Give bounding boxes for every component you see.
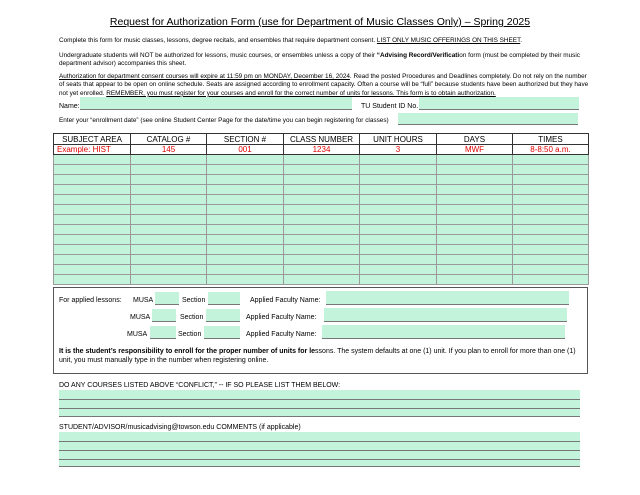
course-entry-cell[interactable] [284,175,360,185]
course-entry-cell[interactable] [54,235,131,245]
course-entry-cell[interactable] [437,235,513,245]
course-entry-cell[interactable] [513,275,589,285]
music-only-note: LIST ONLY MUSIC OFFERINGS ON THIS SHEET [376,37,521,44]
course-entry-cell[interactable] [513,185,589,195]
course-entry-cell[interactable] [54,205,131,215]
course-entry-cell[interactable] [54,245,131,255]
header-catalog: CATALOG # [131,134,207,145]
advising-text-c: on form (must be completed by their music department advisor) accompanies this sheet. [59,52,580,68]
form-title: Request for Authorization Form (use for Department of Music Classes Only) – Spring 2025 [109,16,531,28]
course-entry-row [54,205,589,215]
course-entry-cell[interactable] [360,275,437,285]
course-entry-cell[interactable] [207,215,284,225]
expiry-note: Authorization for department consent courses will expire at 11:59 pm on MONDAY, December 16, 2024 [59,73,350,80]
course-entry-cell[interactable] [54,265,131,275]
course-entry-cell[interactable] [513,235,589,245]
course-entry-cell[interactable] [513,195,589,205]
course-entry-cell[interactable] [360,205,437,215]
course-entry-cell[interactable] [54,255,131,265]
deadline-paragraph [59,73,589,98]
course-entry-cell[interactable] [513,265,589,275]
faculty-input-3[interactable] [322,325,565,339]
course-entry-cell[interactable] [207,185,284,195]
course-entry-cell[interactable] [54,195,131,205]
course-entry-cell[interactable] [360,215,437,225]
course-entry-cell[interactable] [54,215,131,225]
course-entry-cell[interactable] [437,195,513,205]
course-entry-cell[interactable] [284,155,360,165]
course-entry-cell[interactable] [437,215,513,225]
course-entry-cell[interactable] [207,195,284,205]
musa-label-3: MUSA [127,331,148,338]
course-entry-cell[interactable] [284,225,360,235]
musa-input-2[interactable] [152,309,176,322]
course-entry-cell[interactable] [360,175,437,185]
course-entry-cell[interactable] [513,225,589,235]
faculty-label-2: Applied Faculty Name: [246,314,317,321]
header-subject-area: SUBJECT AREA [54,134,131,145]
faculty-label-3: Applied Faculty Name: [246,331,317,338]
course-entry-row [54,235,589,245]
course-entry-cell[interactable] [54,185,131,195]
course-entry-cell[interactable] [54,225,131,235]
course-entry-cell[interactable] [513,215,589,225]
course-entry-cell[interactable] [131,165,207,175]
applied-lessons-label: For applied lessons: [59,297,122,304]
units-note-bold: It is the student’s responsibility to enroll for the proper number of units for le [59,348,316,355]
name-input[interactable] [80,97,352,110]
course-entry-cell[interactable] [131,265,207,275]
table-header-row [54,134,589,145]
course-entry-row [54,265,589,275]
faculty-input-2[interactable] [324,308,567,322]
course-entry-row [54,155,589,165]
course-entry-cell[interactable] [131,235,207,245]
conflict-line-2[interactable] [59,400,580,409]
course-entry-cell[interactable] [437,165,513,175]
course-entry-cell[interactable] [360,185,437,195]
header-days: DAYS [437,134,513,145]
section-label-1: Section [182,297,206,304]
course-entry-cell[interactable] [360,255,437,265]
header-unit-hours: UNIT HOURS [360,134,437,145]
course-entry-cell[interactable] [131,275,207,285]
comments-line-3[interactable] [59,451,580,460]
course-entry-cell[interactable] [207,265,284,275]
course-entry-cell[interactable] [284,215,360,225]
name-label: Name: [59,103,80,110]
course-entry-row [54,175,589,185]
student-id-label: TU Student ID No. [361,103,419,110]
course-entry-cell[interactable] [437,245,513,255]
course-entry-cell[interactable] [284,235,360,245]
course-entry-cell[interactable] [437,155,513,165]
course-entry-cell[interactable] [207,155,284,165]
course-entry-cell[interactable] [207,205,284,215]
units-note-rest: ssons. The system defaults at one (1) unit. If you plan to enroll for more than one (1) unit, you must manually type in the number when registering online. [59,348,576,364]
course-entry-row [54,245,589,255]
enrollment-date-input[interactable] [398,113,578,125]
course-entry-cell[interactable] [207,165,284,175]
conflict-line-1[interactable] [59,390,580,400]
course-entry-cell[interactable] [360,165,437,175]
advising-text-a: Undergraduate students will NOT be authorized for lessons, music courses, or ensembles unless a copy of their [59,52,377,59]
course-entry-cell[interactable] [207,225,284,235]
advising-record-bold: “Advising Record/Verificati [376,52,460,59]
comments-line-1[interactable] [59,432,580,442]
course-entry-cell[interactable] [437,255,513,265]
faculty-input-1[interactable] [326,291,569,305]
course-entry-cell[interactable] [513,255,589,265]
register-reminder: REMEMBER, you must register for your courses and enroll for the correct number of units for lessons. This form is to obtain authorization. [106,89,496,97]
course-entry-cell[interactable] [284,185,360,195]
course-entry-cell[interactable] [513,155,589,165]
comments-line-2[interactable] [59,442,580,451]
course-entry-cell[interactable] [284,265,360,275]
course-entry-cell[interactable] [437,275,513,285]
deadline-text: . Read the posted Procedures and Deadlines completely. Do not rely on the number of seats that appear to be open on online schedule. Seats are assigned according to enrollment capacity. Often a course will be “full” because students have been authorized but they have not yet enrolled. [59,73,589,97]
course-entry-cell[interactable] [207,255,284,265]
intro-line-1-text: Complete this form for music classes, lessons, degree recitals, and ensembles that require department consent. [59,37,376,44]
example-times: 8-8:50 a.m. [513,145,589,155]
course-entry-cell[interactable] [513,205,589,215]
section-input-3[interactable] [204,326,240,339]
course-entry-cell[interactable] [437,185,513,195]
example-catalog: 145 [131,145,207,155]
musa-input-3[interactable] [150,326,176,339]
course-entry-cell[interactable] [284,255,360,265]
musa-input-1[interactable] [155,292,179,305]
course-entry-cell[interactable] [207,175,284,185]
units-responsibility-note [59,347,581,365]
course-entry-row [54,185,589,195]
example-subject: Example: HIST [54,145,131,155]
course-entry-row [54,165,589,175]
course-entry-cell[interactable] [131,185,207,195]
comments-label: STUDENT/ADVISOR/musicadvising@towson.edu COMMENTS (if applicable) [59,424,301,431]
course-entry-cell[interactable] [131,175,207,185]
course-entry-row [54,275,589,285]
advising-paragraph [59,52,589,69]
course-entry-cell[interactable] [513,245,589,255]
course-entry-cell[interactable] [54,175,131,185]
course-entry-cell[interactable] [131,205,207,215]
course-entry-cell[interactable] [437,205,513,215]
course-entry-cell[interactable] [54,165,131,175]
header-class-number: CLASS NUMBER [284,134,360,145]
course-entry-row [54,225,589,235]
course-entry-cell[interactable] [360,155,437,165]
course-entry-cell[interactable] [513,165,589,175]
course-entry-cell[interactable] [360,245,437,255]
course-entry-cell[interactable] [54,155,131,165]
course-entry-cell[interactable] [131,215,207,225]
course-entry-cell[interactable] [360,235,437,245]
course-entry-cell[interactable] [131,245,207,255]
student-id-input[interactable] [419,97,579,110]
enrollment-date-label: Enter your “enrollment date” (see online Student Center Page for the date/time you can begin registering for classes) [59,117,389,124]
comments-line-4[interactable] [59,460,580,467]
section-label-2: Section [180,314,204,321]
example-days: MWF [437,145,513,155]
course-entry-cell[interactable] [131,225,207,235]
course-entry-cell[interactable] [437,265,513,275]
example-unit-hours: 3 [360,145,437,155]
header-section: SECTION # [207,134,284,145]
course-entry-cell[interactable] [284,245,360,255]
section-label-3: Section [178,331,202,338]
course-entry-cell[interactable] [207,235,284,245]
example-section: 001 [207,145,284,155]
course-entry-cell[interactable] [513,175,589,185]
course-entry-row [54,255,589,265]
course-entry-cell[interactable] [360,195,437,205]
musa-label-2: MUSA [130,314,151,321]
course-entry-cell[interactable] [284,275,360,285]
course-entry-cell[interactable] [360,225,437,235]
faculty-label-1: Applied Faculty Name: [250,297,321,304]
course-entry-cell[interactable] [131,195,207,205]
course-entry-cell[interactable] [207,275,284,285]
conflict-line-3[interactable] [59,409,580,417]
course-entry-cell[interactable] [54,275,131,285]
conflict-label: DO ANY COURSES LISTED ABOVE “CONFLICT,” -- IF SO PLEASE LIST THEM BELOW: [59,382,341,389]
example-class-number: 1234 [284,145,360,155]
course-entry-cell[interactable] [207,245,284,255]
course-entry-cell[interactable] [284,165,360,175]
course-entry-row [54,195,589,205]
section-input-2[interactable] [206,309,240,322]
course-table [53,133,589,285]
musa-label-1: MUSA [133,297,154,304]
course-entry-cell[interactable] [131,255,207,265]
course-entry-cell[interactable] [284,195,360,205]
course-entry-cell[interactable] [437,175,513,185]
course-entry-cell[interactable] [131,155,207,165]
course-entry-cell[interactable] [360,265,437,275]
example-row [54,145,589,155]
course-entry-row [54,215,589,225]
header-times: TIMES [513,134,589,145]
section-input-1[interactable] [208,292,240,305]
intro-line-1: Complete this form for music classes, lessons, degree recitals, and ensembles that require department consent. LIST ONLY MUSIC OFFERINGS ON THIS SHEET. [59,37,523,44]
course-entry-cell[interactable] [437,225,513,235]
course-entry-cell[interactable] [284,205,360,215]
